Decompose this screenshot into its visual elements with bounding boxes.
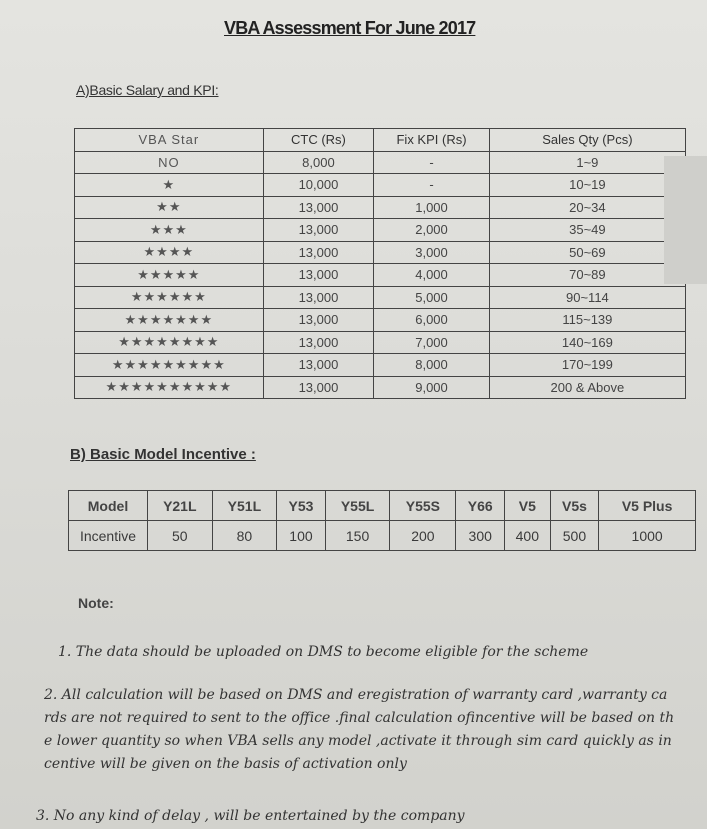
section-a-heading: A)Basic Salary and KPI: xyxy=(76,82,219,98)
column-header: Sales Qty (Pcs) xyxy=(489,129,685,152)
kpi-cell: - xyxy=(374,174,490,197)
sales-qty-cell: 115~139 xyxy=(489,309,685,332)
star-cell: ★★★★★ xyxy=(75,264,264,287)
kpi-cell: 3,000 xyxy=(374,241,490,264)
star-cell: ★★★ xyxy=(75,219,264,242)
star-cell: ★★★★★★★★★ xyxy=(75,354,264,377)
incentive-cell: 100 xyxy=(277,521,326,551)
ctc-cell: 13,000 xyxy=(263,219,374,242)
table-row xyxy=(75,196,686,219)
model-cell: Y21L xyxy=(148,491,213,521)
model-cell: Y55L xyxy=(325,491,390,521)
table-row xyxy=(75,286,686,309)
star-cell: ★★★★ xyxy=(75,241,264,264)
model-label: Model xyxy=(69,491,148,521)
note-item-2: 2. All calculation will be based on DMS and eregistration of warranty card ,warranty ca rds are not required to sent to the office .final calculation ofincentive will be based on th e lower quantity so when VBA sells any model ,activate it through sim card quickly as in centive will be given on the basis of activation only xyxy=(44,687,675,772)
note-item-3: 3. No any kind of delay , will be entertained by the company xyxy=(36,808,465,824)
sales-qty-cell: 50~69 xyxy=(489,241,685,264)
incentive-cell: 500 xyxy=(550,521,599,551)
column-header: Fix KPI (Rs) xyxy=(374,129,490,152)
sales-qty-cell: 140~169 xyxy=(489,331,685,354)
sales-qty-cell: 20~34 xyxy=(489,196,685,219)
ctc-cell: 13,000 xyxy=(263,331,374,354)
kpi-cell: 7,000 xyxy=(374,331,490,354)
model-cell: Y51L xyxy=(212,491,277,521)
column-header: VBA Star xyxy=(75,129,264,152)
incentive-cell: 150 xyxy=(325,521,390,551)
star-cell: ★★★★★★★★ xyxy=(75,331,264,354)
kpi-cell: 5,000 xyxy=(374,286,490,309)
model-cell: V5 xyxy=(505,491,551,521)
sales-qty-cell: 200 & Above xyxy=(489,376,685,399)
kpi-cell: 9,000 xyxy=(374,376,490,399)
kpi-cell: 8,000 xyxy=(374,354,490,377)
sales-qty-cell: 1~9 xyxy=(489,151,685,174)
kpi-cell: 6,000 xyxy=(374,309,490,332)
ctc-cell: 13,000 xyxy=(263,264,374,287)
model-row xyxy=(69,491,696,521)
ctc-cell: 10,000 xyxy=(263,174,374,197)
section-b-heading: B) Basic Model Incentive : xyxy=(70,446,256,463)
incentive-cell: 50 xyxy=(148,521,213,551)
table-header-row xyxy=(75,129,686,152)
sales-qty-cell: 170~199 xyxy=(489,354,685,377)
note-label: Note: xyxy=(78,595,114,611)
kpi-cell: 4,000 xyxy=(374,264,490,287)
model-cell: V5 Plus xyxy=(599,491,696,521)
model-cell: V5s xyxy=(550,491,599,521)
model-cell: Y53 xyxy=(277,491,326,521)
ctc-cell: 13,000 xyxy=(263,376,374,399)
sales-qty-cell: 35~49 xyxy=(489,219,685,242)
star-cell: ★★★★★★★★★★ xyxy=(75,376,264,399)
table-row xyxy=(75,241,686,264)
ctc-cell: 13,000 xyxy=(263,286,374,309)
sales-qty-cell: 70~89 xyxy=(489,264,685,287)
kpi-cell: 1,000 xyxy=(374,196,490,219)
kpi-cell: 2,000 xyxy=(374,219,490,242)
incentive-label: Incentive xyxy=(69,521,148,551)
table-row xyxy=(75,219,686,242)
table-row xyxy=(75,309,686,332)
star-cell: ★ xyxy=(75,174,264,197)
incentive-cell: 200 xyxy=(390,521,456,551)
note-item-1: 1. The data should be uploaded on DMS to become eligible for the scheme xyxy=(58,644,589,660)
sales-qty-cell: 90~114 xyxy=(489,286,685,309)
incentive-row xyxy=(69,521,696,551)
column-header: CTC (Rs) xyxy=(263,129,374,152)
model-incentive-table xyxy=(68,490,696,551)
star-cell: ★★★★★★★ xyxy=(75,309,264,332)
table-row xyxy=(75,264,686,287)
salary-kpi-table xyxy=(74,128,686,399)
sales-qty-cell: 10~19 xyxy=(489,174,685,197)
table-row xyxy=(75,354,686,377)
ctc-cell: 13,000 xyxy=(263,309,374,332)
incentive-cell: 400 xyxy=(505,521,551,551)
ctc-cell: 8,000 xyxy=(263,151,374,174)
model-cell: Y55S xyxy=(390,491,456,521)
page-title: VBA Assessment For June 2017 xyxy=(224,18,476,38)
table-row xyxy=(75,174,686,197)
table-row xyxy=(75,331,686,354)
table-row xyxy=(75,376,686,399)
incentive-cell: 1000 xyxy=(599,521,696,551)
star-cell: NO xyxy=(75,151,264,174)
model-cell: Y66 xyxy=(456,491,505,521)
incentive-cell: 300 xyxy=(456,521,505,551)
ctc-cell: 13,000 xyxy=(263,241,374,264)
star-cell: ★★★★★★ xyxy=(75,286,264,309)
ctc-cell: 13,000 xyxy=(263,196,374,219)
paper-shadow xyxy=(664,156,707,284)
incentive-cell: 80 xyxy=(212,521,277,551)
star-cell: ★★ xyxy=(75,196,264,219)
table-row xyxy=(75,151,686,174)
ctc-cell: 13,000 xyxy=(263,354,374,377)
kpi-cell: - xyxy=(374,151,490,174)
